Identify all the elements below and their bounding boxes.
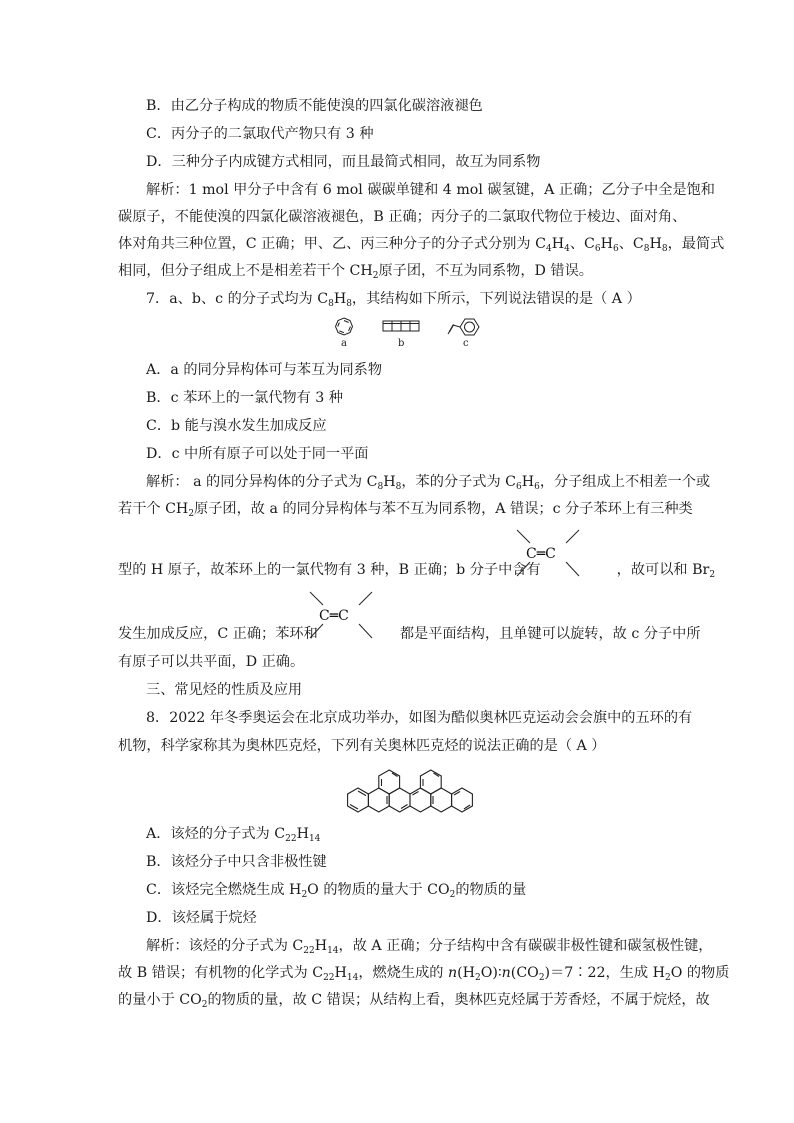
q8-analysis-line-3: 的量小于 $CO_2$的物质的量，故 C 错误；从结构上看，奥林匹克烃属于芳香烃，不属于烷烃，故: [118, 992, 710, 1010]
q6-analysis-line-4: 相同，但分子组成上不是相差若干个 $CH_2$原子团，不互为同系物，D 错误。: [118, 263, 593, 281]
olympicene-structure-figure: [340, 764, 485, 822]
q8-option-c: C．该烃完全燃烧生成 $H_2O$ 的物质的量大于 $CO_2$的物质的量: [146, 882, 527, 900]
ring-6: [452, 788, 473, 812]
q7-structures-figure: [330, 312, 500, 352]
olympicene-rings: [348, 770, 473, 812]
q8-analysis-line-1: 解析：该烃的分子式为 $C_{22}H_{14}$，故 A 正确；分子结构中含有碳碳非极性键和碳氢极性键，: [146, 938, 713, 956]
cc-label-1: C═C: [526, 546, 556, 562]
structure-a-cyclooctatetraene: [336, 318, 353, 335]
q7-analysis-line-2: 若干个 $CH_2$原子团，故 a 的同分异构体与苯不互为同系物，A 错误；c 分子苯环上有三种类: [118, 501, 693, 519]
q6-option-d: D．三种分子内成键方式相同，而且最简式相同，故互为同系物: [146, 154, 541, 170]
structure-c-styrene: [448, 319, 479, 335]
q7-option-b: B．c 苯环上的一氯代物有 3 种: [146, 390, 343, 406]
structure-b-label: b: [398, 338, 405, 349]
cc-label-2: C═C: [319, 608, 349, 624]
q7-option-d: D．c 中所有原子可以处于同一平面: [146, 446, 369, 462]
q6-analysis-line-3: 体对角共三种位置，C 正确；甲、乙、丙三种分子的分子式分别为 $C_4H_4$、$C_6H_6$、$C_8H_8$，最简式: [118, 236, 725, 254]
q8-option-a: A．该烃的分子式为 $C_{22}H_{14}$: [146, 826, 321, 844]
q8-option-d: D．该烃属于烷烃: [146, 910, 257, 926]
q6-analysis-line-1: 解析：1 mol 甲分子中含有 6 mol 碳碳单键和 4 mol 碳氢键，A 正确；乙分子中全是饱和: [146, 182, 715, 198]
q8-analysis-line-2: 故 B 错误；有机物的化学式为 $C_{22}H_{14}$，燃烧生成的 $n(H_2O)∶n(CO_2)=7∶22$，生成 $H_2O$ 的物质: [118, 965, 730, 983]
q6-analysis-line-2: 碳原子，不能使溴的四氯化碳溶液褪色，B 正确；丙分子的二氯取代物位于棱边、面对角、: [118, 209, 687, 225]
q7-analysis-line-4: 发生加成反应，C 正确；苯环和 都是平面结构，且单键可以旋转，故 c 分子中所: [118, 626, 701, 642]
q7-analysis-line-5: 有原子可以共平面，D 正确。: [118, 654, 305, 670]
q8-stem-line-2: 机物，科学家称其为奥林匹克烃，下列有关奥林匹克烃的说法正确的是（ A ）: [118, 738, 606, 754]
q7-option-c: C．b 能与溴水发生加成反应: [146, 418, 327, 434]
q7-analysis-line-3: 型的 H 原子，故苯环上的一氯代物有 3 种，B 正确；b 分子中含有 ，故可以和 $Br_2$: [118, 562, 716, 580]
structure-c-label: c: [463, 338, 469, 349]
q6-option-b: B．由乙分子构成的物质不能使溴的四氯化碳溶液褪色: [146, 98, 483, 114]
structure-a-label: a: [341, 338, 347, 349]
q8-stem-line-1: 8．2022 年冬季奥运会在北京成功举办，如图为酷似奥林匹克运动会会旗中的五环的有: [146, 710, 693, 726]
structure-b-ladder: [383, 321, 419, 331]
q7-stem: 7．a、b、c 的分子式均为 $C_8H_8$，其结构如下所示，下列说法错误的是（ A ）: [146, 291, 641, 309]
q8-option-b: B．该烃分子中只含非极性键: [146, 854, 327, 870]
q6-option-c: C．丙分子的二氯取代产物只有 3 种: [146, 126, 374, 142]
q7-option-a: A．a 的同分异构体可与苯互为同系物: [146, 362, 383, 378]
q7-analysis-line-1: 解析： a 的同分异构体的分子式为 $C_8H_8$，苯的分子式为 $C_6H_6$，分子组成上不相差一个或: [146, 474, 711, 492]
section-3-title: 三、常见烃的性质及应用: [146, 682, 303, 698]
